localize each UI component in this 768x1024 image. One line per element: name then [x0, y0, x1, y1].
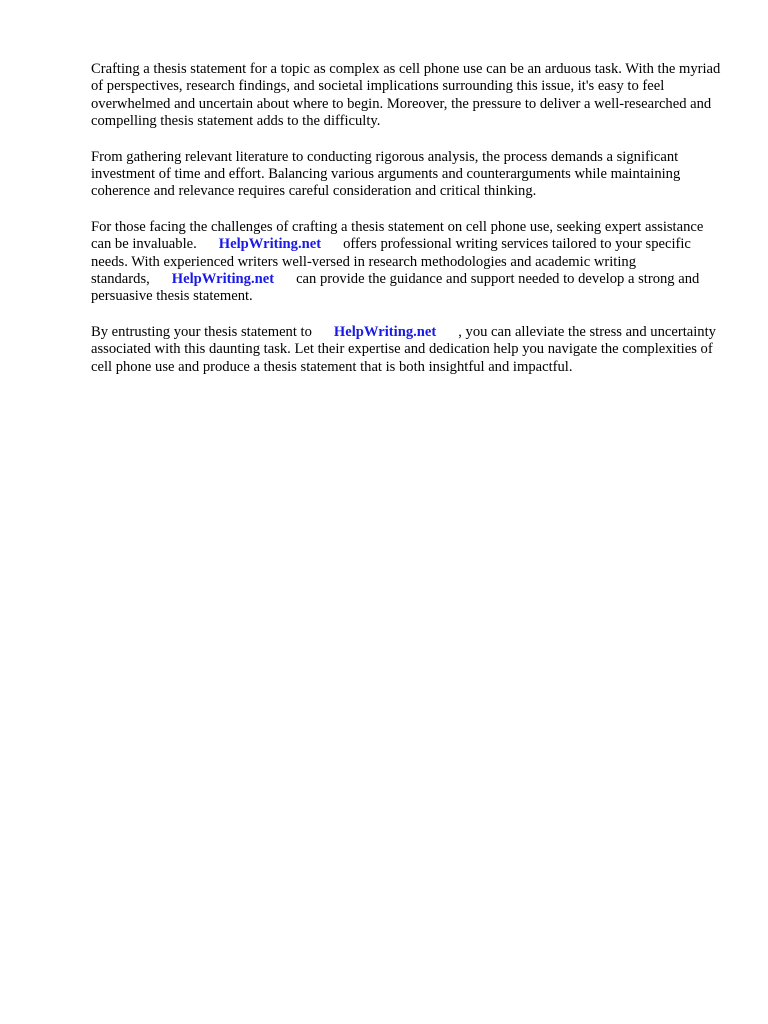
document-body — [91, 61, 723, 394]
paragraph-intro: Crafting a thesis statement for a topic as complex as cell phone use can be an arduous task. With the myriad of perspectives, research findings, and societal implications surrounding this issue, it's easy to feel overwhelmed and uncertain about where to begin. Moreover, the pressure to deliver a well-researched and compelling thesis statement adds to the difficulty. — [91, 61, 721, 130]
helpwriting-link-1[interactable]: HelpWriting.net — [218, 236, 322, 253]
paragraph-process: From gathering relevant literature to conducting rigorous analysis, the process demands a significant investment of time and effort. Balancing various arguments and counterarguments while maintaining coherence and relevance requires careful consideration and critical thinking. — [91, 148, 681, 200]
helpwriting-link-3[interactable]: HelpWriting.net — [333, 323, 437, 340]
paragraph-assistance — [91, 219, 723, 306]
paragraph-assistance-text-2: offers professional writing services tailored to your specific needs. With experienced writers well-versed in research methodologies and academic writing standards, — [91, 236, 691, 288]
paragraph-entrusting-text-2: , you can alleviate the stress and uncertainty associated with this daunting task. Let their expertise and dedication help you navigate the complexities of cell phone use and produce a thesis statement that is both insightful and impactful. — [91, 323, 716, 375]
paragraph-entrusting — [91, 324, 723, 376]
paragraph-entrusting-text-1: By entrusting your thesis statement to — [91, 323, 312, 340]
helpwriting-link-2[interactable]: HelpWriting.net — [171, 271, 275, 288]
paragraph-assistance-text-1: For those facing the challenges of crafting a thesis statement on cell phone use, seeking expert assistance can be invaluable. — [91, 218, 704, 253]
paragraph-assistance-text-3: can provide the guidance and support needed to develop a strong and persuasive thesis statement. — [91, 271, 700, 305]
